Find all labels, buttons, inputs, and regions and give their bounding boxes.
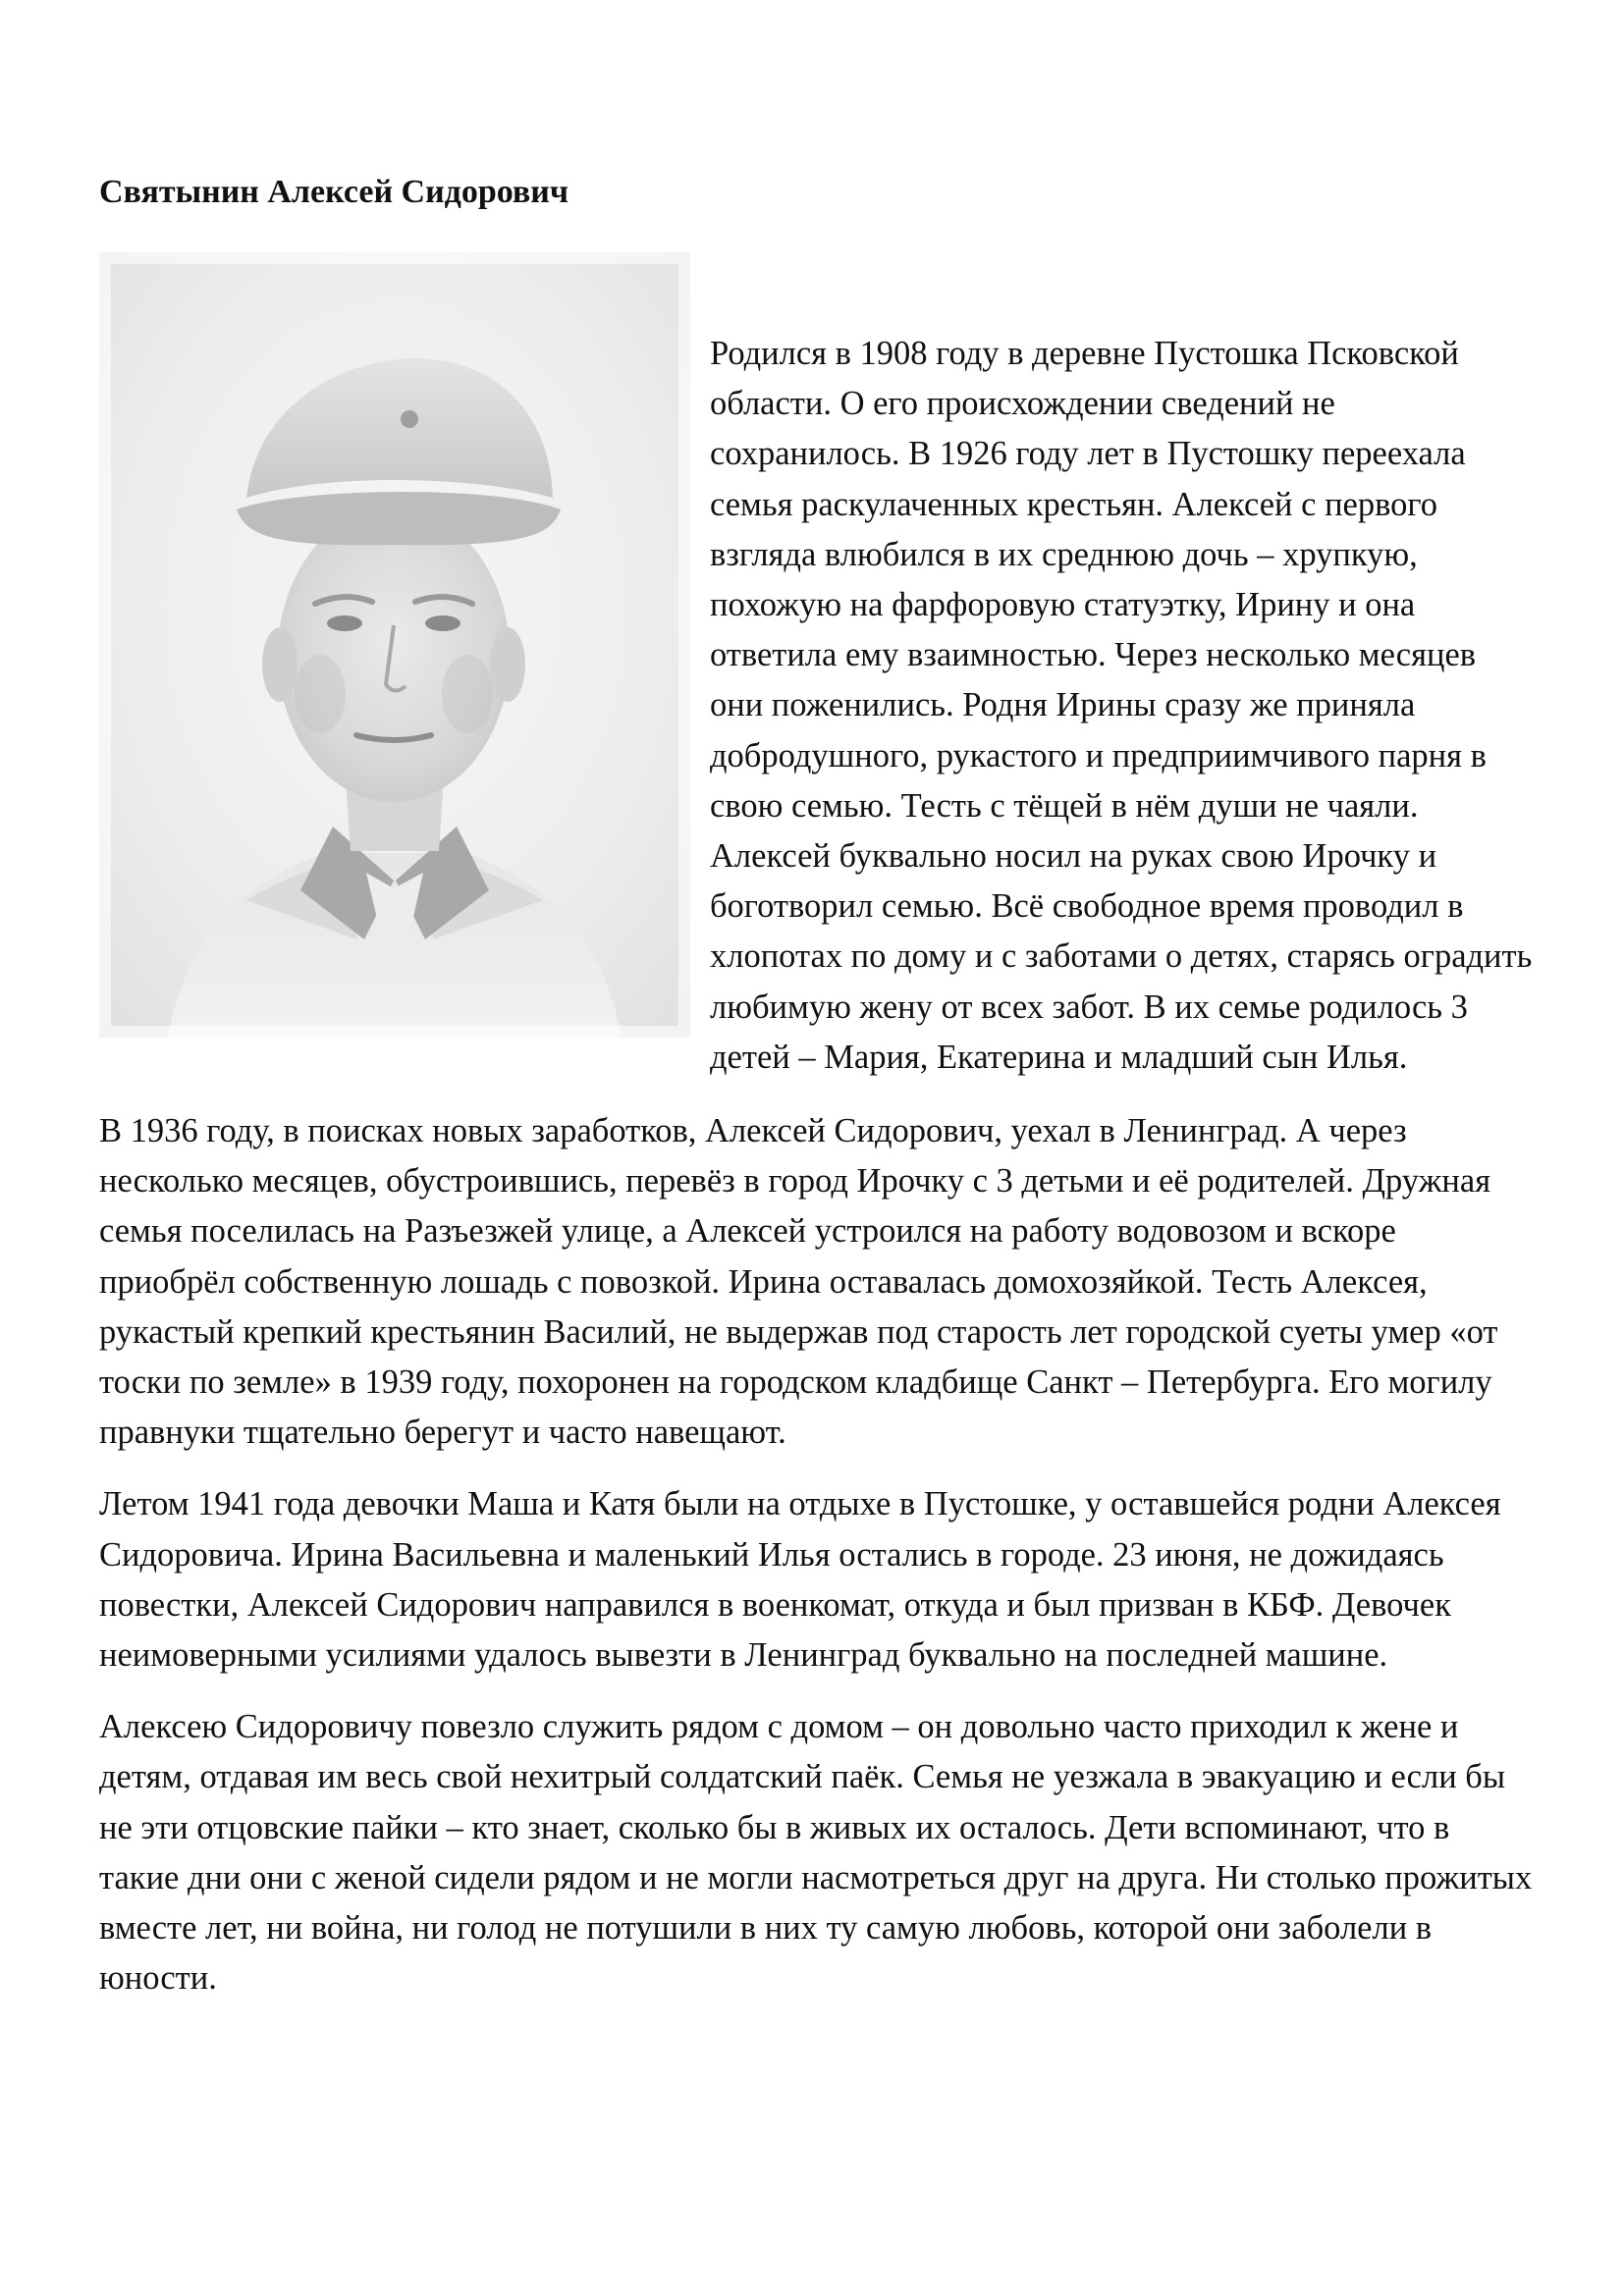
portrait-photo bbox=[99, 252, 690, 1038]
paragraph-biography-intro: Родился в 1908 году в деревне Пустошка Псковской области. О его происхождении сведений не сохранилось. В 1926 году лет в Пустошку переехала семья раскулаченных крестьян. Алексей с первого взгляда влюбился в их среднюю дочь – хрупкую, похожую на фарфоровую статуэтку, Ирину и она ответила ему взаимностью. Через несколько месяцев они поженились. Родня Ирины сразу же приняла добродушного, рукастого и предприимчивого парня в свою семью. Тесть с тёщей в нём души не чаяли. Алексей буквально носил на руках свою Ирочку и боготворил семью. Всё свободное время проводил в хлопотах по дому и с заботами о детях, старясь оградить любимую жену от всех забот. В их семье родилось 3 детей – Мария, Екатерина и младший сын Илья. bbox=[710, 335, 1533, 1076]
paragraph-war-start: Летом 1941 года девочки Маша и Катя были на отдыхе в Пустошке, у оставшейся родни Алексея Сидоровича. Ирина Васильевна и маленький Илья остались в городе. 23 июня, не дожидаясь повестки, Алексей Сидорович направился в военкомат, откуда и был призван в КБФ. Девочек неимоверными усилиями удалось вывезти в Ленинград буквально на последней машине. bbox=[99, 1485, 1501, 1675]
document-body bbox=[99, 329, 1533, 2026]
paragraph-service: Алексею Сидоровичу повезло служить рядом с домом – он довольно часто приходил к жене и детям, отдавая им весь свой нехитрый солдатский паёк. Семья не уезжала в эвакуацию и если бы не эти отцовские пайки – кто знает, сколько бы в живых их осталось. Дети вспоминают, что в такие дни они с женой сидели рядом и не могли насмотреться друг на друга. Ни столько прожитых вместе лет, ни война, ни голод не потушили в них ту самую любовь, которой они заболели в юности. bbox=[99, 1708, 1533, 1998]
page-title: Святынин Алексей Сидорович bbox=[99, 174, 569, 210]
portrait-image bbox=[99, 252, 690, 1038]
paragraph-leningrad: В 1936 году, в поисках новых заработков, Алексей Сидорович, уехал в Ленинград. А через несколько месяцев, обустроившись, перевёз в город Ирочку с 3 детьми и её родителей. Дружная семья поселилась на Разъезжей улице, а Алексей устроился на работу водовозом и вскоре приобрёл собственную лошадь с повозкой. Ирина оставалась домохозяйкой. Тесть Алексея, рукастый крепкий крестьянин Василий, не выдержав под старость лет городской суеты умер «от тоски по земле» в 1939 году, похоронен на городском кладбище Санкт – Петербурга. Его могилу правнуки тщательно берегут и часто навещают. bbox=[99, 1112, 1498, 1452]
